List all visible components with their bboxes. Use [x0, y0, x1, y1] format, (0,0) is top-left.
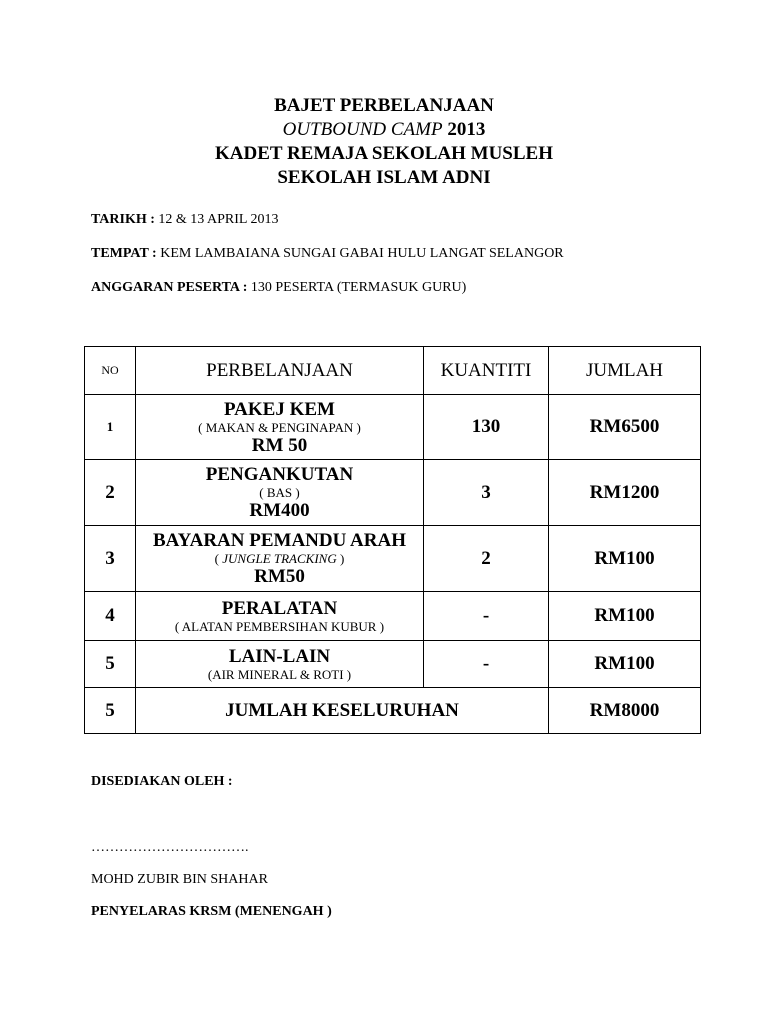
item-price: RM 50 [251, 434, 308, 456]
row-item [136, 526, 424, 592]
row-qty: 130 [424, 395, 549, 460]
item-detail-close: ) [336, 551, 345, 566]
title-event-name: OUTBOUND CAMP [282, 119, 443, 140]
item-detail-open: ( [214, 551, 223, 566]
table-row [85, 641, 701, 688]
header-no: NO [85, 347, 136, 395]
summary-no: 5 [85, 688, 136, 734]
table-row [85, 592, 701, 641]
info-venue [91, 246, 564, 262]
header-qty: KUANTITI [424, 347, 549, 395]
preparer-position: PENYELARAS KRSM (MENENGAH ) [91, 904, 332, 919]
title-year: 2013 [447, 119, 486, 140]
item-detail: ( BAS ) [259, 485, 300, 500]
title-line-3: KADET REMAJA SEKOLAH MUSLEH [214, 143, 553, 164]
item-detail [136, 551, 423, 566]
table-row [85, 460, 701, 526]
info-venue-label: TEMPAT : [91, 246, 157, 261]
item-detail-italic: JUNGLE TRACKING [222, 551, 337, 566]
prepared-by-label: DISEDIAKAN OLEH : [91, 774, 233, 789]
info-participants-label: ANGGARAN PESERTA : [91, 280, 248, 295]
row-qty: 3 [424, 460, 549, 526]
title-line-2 [0, 118, 768, 142]
budget-table [84, 346, 701, 734]
table-row [85, 395, 701, 460]
row-no: 3 [85, 526, 136, 592]
row-item [136, 460, 424, 526]
row-qty: - [424, 592, 549, 641]
info-participants [91, 280, 466, 296]
row-no: 1 [85, 395, 136, 460]
row-qty: - [424, 641, 549, 688]
item-price: RM400 [249, 500, 310, 521]
item-detail: (AIR MINERAL & ROTI ) [207, 667, 352, 682]
info-date [91, 212, 278, 228]
row-item [136, 592, 424, 641]
summary-total: RM8000 [549, 688, 701, 734]
table-row [85, 526, 701, 592]
item-name: PAKEJ KEM [223, 398, 335, 420]
header-total: JUMLAH [549, 347, 701, 395]
info-date-value: 12 & 13 APRIL 2013 [158, 212, 279, 227]
title-line-4: SEKOLAH ISLAM ADNI [277, 167, 491, 188]
header-item: PERBELANJAAN [136, 347, 424, 395]
info-venue-value: KEM LAMBAIANA SUNGAI GABAI HULU LANGAT SELANGOR [160, 246, 564, 261]
table-header-row [85, 347, 701, 395]
row-total: RM100 [549, 641, 701, 688]
item-price: RM50 [254, 566, 305, 587]
row-total: RM100 [549, 592, 701, 641]
item-detail: ( MAKAN & PENGINAPAN ) [198, 419, 361, 435]
row-total: RM6500 [549, 395, 701, 460]
document-header [0, 94, 768, 190]
title-line-1: BAJET PERBELANJAAN [274, 95, 494, 116]
row-item [136, 395, 424, 460]
item-name: PERALATAN [221, 598, 338, 619]
item-detail: ( ALATAN PEMBERSIHAN KUBUR ) [174, 619, 385, 634]
table-summary-row [85, 688, 701, 734]
item-name: LAIN-LAIN [228, 646, 331, 667]
row-total: RM1200 [549, 460, 701, 526]
item-name: BAYARAN PEMANDU ARAH [152, 530, 406, 551]
item-name: PENGANKUTAN [205, 464, 354, 485]
info-date-label: TARIKH : [91, 212, 155, 227]
signature-line: ……………………………. [91, 840, 249, 855]
row-no: 2 [85, 460, 136, 526]
summary-label: JUMLAH KESELURUHAN [136, 688, 549, 734]
row-total: RM100 [549, 526, 701, 592]
row-no: 4 [85, 592, 136, 641]
preparer-name: MOHD ZUBIR BIN SHAHAR [91, 872, 268, 887]
row-no: 5 [85, 641, 136, 688]
row-item [136, 641, 424, 688]
info-participants-value: 130 PESERTA (TERMASUK GURU) [250, 280, 467, 295]
row-qty: 2 [424, 526, 549, 592]
